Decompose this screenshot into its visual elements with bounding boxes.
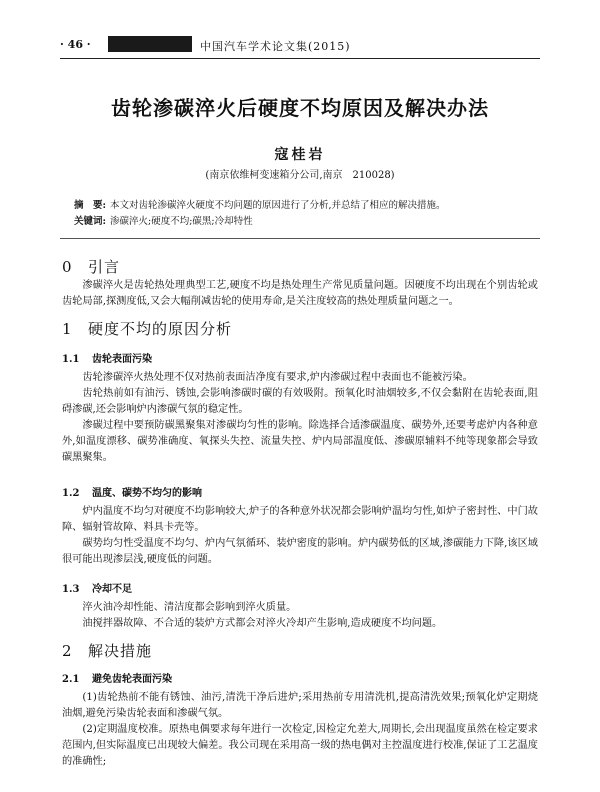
abstract-text: 本文对齿轮渗碳淬火硬度不均问题的原因进行了分析,并总结了相应的解决措施。 [110,200,446,211]
subheading-temperature-carbon [62,484,202,499]
subsection-title: 齿轮表面污染 [92,354,152,365]
paragraph: (2)定期温度校准。原热电偶要求每年进行一次检定,因检定允差大,周期长,会出现温度虽然在检定要求范围内,但实际温度已出现较大偏差。我公司现在采用高一级的热电偶对主控温度进行校准,保证了工艺温度的准确性; [62,724,538,767]
subsection-title: 冷却不足 [92,584,132,595]
heading-solutions [62,640,152,661]
subheading-avoid-contamination [62,670,172,685]
heading-cause-analysis [62,318,232,339]
abstract-label: 摘 要: [74,200,107,211]
paragraph: 炉内温度不均匀对硬度不均影响较大,炉子的各种意外状况都会影响炉温均匀性,如炉子密封性、中门故障、辐射管故障、料具卡壳等。 [62,506,538,533]
cooling-body [62,600,538,632]
subsection-title: 避免齿轮表面污染 [92,674,172,685]
surface-contamination-body [62,370,538,466]
subsection-number: 2.1 [62,674,80,685]
avoid-contamination-body [62,690,538,770]
section-number: 1 [62,320,73,338]
paragraph: 油搅拌器故障、不合适的装炉方式都会对淬火冷却产生影响,造成硬度不均问题。 [82,618,443,629]
subsection-number: 1.3 [62,584,80,595]
temperature-carbon-body [62,504,538,568]
keywords-line [74,214,526,230]
running-header [60,36,540,58]
journal-logo [108,36,192,52]
intro-body [62,278,538,310]
paragraph: (1)齿轮热前不能有锈蚀、油污,清洗干净后进炉;采用热前专用清洗机,提高清洗效果;预氧化炉定期烧油烟,避免污染齿轮表面和渗碳气氛。 [62,692,538,719]
journal-title: 中国汽车学术论文集(2015) [200,40,351,53]
subsection-number: 1.1 [62,354,80,365]
subsection-number: 1.2 [62,488,80,499]
paragraph: 碳势均匀性受温度不均匀、炉内气氛循环、装炉密度的影响。炉内碳势低的区域,渗碳能力下降,该区域很可能出现渗层浅,硬度低的问题。 [62,538,538,565]
abstract-line [74,198,526,214]
paragraph: 渗碳过程中要预防碳黑聚集对渗碳均匀性的影响。除选择合适渗碳温度、碳势外,还要考虑炉内各种意外,如温度漂移、碳势准确度、氧探头失控、流量失控、炉内局部温度低、渗碳原辅料不纯等现象都会导致碳黑聚集。 [62,420,538,463]
keywords-label: 关键词: [74,216,107,227]
paragraph: 渗碳淬火是齿轮热处理典型工艺,硬度不均是热处理生产常见质量问题。因硬度不均出现在个别齿轮或齿轮局部,探测度低,又会大幅削减齿轮的使用寿命,是关注度较高的热处理质量问题之一。 [62,280,538,307]
affiliation: (南京依维柯变速箱分公司,南京 210028) [205,170,395,181]
section-number: 2 [62,642,73,660]
section-title: 解决措施 [88,642,153,660]
keywords-text: 渗碳淬火;硬度不均;碳黑;冷却特性 [110,216,253,227]
paragraph: 齿轮渗碳淬火热处理不仅对热前表面洁净度有要求,炉内渗碳过程中表面也不能被污染。 [82,372,473,383]
subsection-title: 温度、碳势不均匀的影响 [92,488,202,499]
header-divider [60,58,540,59]
page-number: · 46 · [60,38,91,51]
section-title: 硬度不均的原因分析 [88,320,233,338]
section-divider [60,238,540,239]
abstract-block [74,198,526,230]
heading-introduction [62,256,120,277]
paper-title: 齿轮渗碳淬火后硬度不均原因及解决办法 [111,96,489,120]
author-name: 寇桂岩 [274,147,326,163]
section-number: 0 [62,258,73,276]
paragraph: 齿轮热前如有油污、锈蚀,会影响渗碳时碳的有效吸附。预氧化时油烟较多,不仅会黏附在齿轮表面,阻碍渗碳,还会影响炉内渗碳气氛的稳定性。 [62,388,538,415]
subheading-cooling [62,580,132,595]
paragraph: 淬火油冷却性能、清洁度都会影响到淬火质量。 [82,602,297,613]
subheading-surface-contamination [62,350,152,365]
section-title: 引言 [88,258,121,276]
